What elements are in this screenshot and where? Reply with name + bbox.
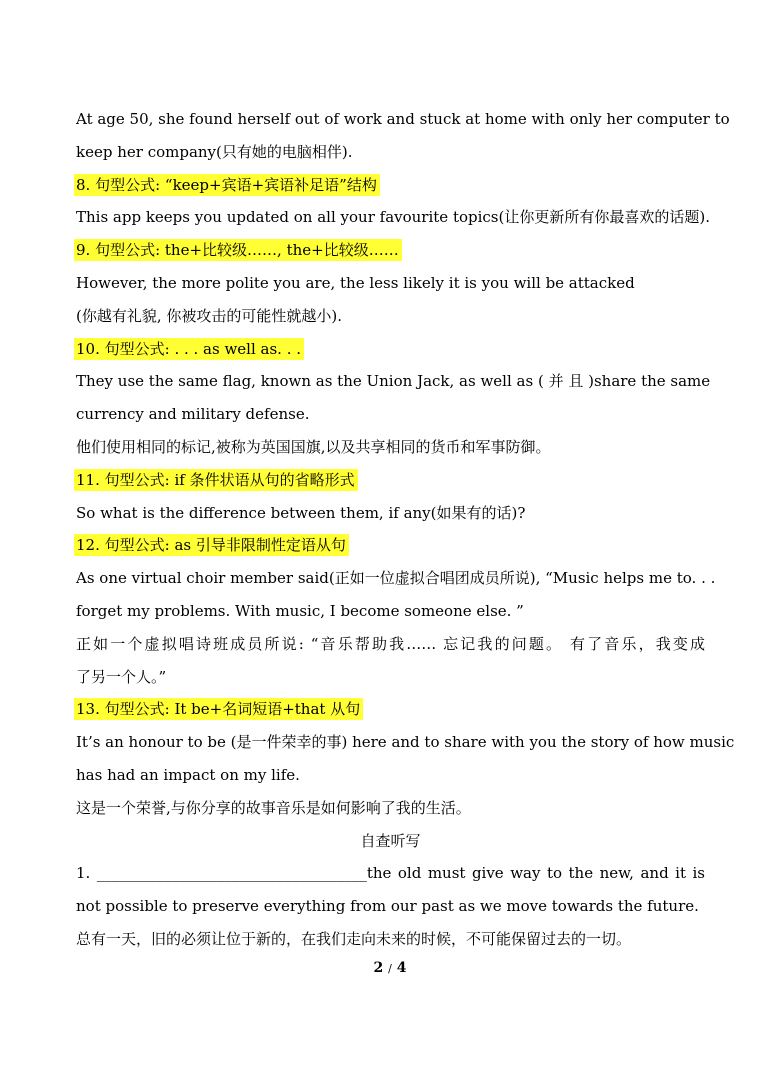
page-separator: /	[388, 962, 392, 975]
text-line: keep her company(只有她的电脑相伴).	[76, 142, 353, 161]
text-line: forget my problems. With music, I become someone else. ”	[76, 601, 524, 620]
page-current: 2	[373, 960, 384, 976]
text-line: not possible to preserve everything from our past as we move towards the future.	[76, 897, 699, 916]
section-title: 自查听写	[360, 831, 421, 850]
text-line: However, the more polite you are, the less likely it is you will be attacked	[76, 273, 635, 292]
text-line: currency and military defense.	[76, 405, 310, 424]
highlighted-heading-text: 9. 句型公式: the+比较级……, the+比较级……	[74, 239, 402, 261]
text-line: At age 50, she found herself out of work and stuck at home with only her computer to	[76, 110, 730, 128]
highlighted-heading-text: 10. 句型公式: . . . as well as. . .	[74, 338, 304, 360]
text-line: has had an impact on my life.	[76, 765, 300, 784]
text-line: 这是一个荣誉,与你分享的故事音乐是如何影响了我的生活。	[76, 798, 471, 817]
text-line: 了另一个人。”	[76, 667, 167, 686]
section-heading	[76, 333, 705, 366]
section-heading	[76, 169, 705, 202]
page-number	[0, 960, 780, 976]
section-heading	[76, 529, 705, 562]
section-heading	[76, 693, 705, 726]
page-total: 4	[396, 960, 407, 976]
section-heading	[76, 234, 705, 267]
highlighted-heading-text: 13. 句型公式: It be+名词短语+that 从句	[74, 698, 363, 720]
text-line: 总有一天，旧的必须让位于新的，在我们走向未来的时候，不可能保留过去的一切。	[76, 929, 632, 948]
highlighted-heading-text: 8. 句型公式: “keep+宾语+宾语补足语”结构	[74, 174, 380, 196]
highlighted-heading-text: 12. 句型公式: as 引导非限制性定语从句	[74, 534, 349, 556]
text-line: 1. ____________________________________the old must give way to the new, and it is	[76, 864, 705, 883]
text-line: As one virtual choir member said(正如一位虚拟合唱团成员所说), “Music helps me to. . .	[76, 569, 716, 588]
highlighted-heading-text: 11. 句型公式: if 条件状语从句的省略形式	[74, 469, 358, 491]
text-line: So what is the difference between them, if any(如果有的话)?	[76, 503, 526, 522]
text-line: 他们使用相同的标记,被称为英国国旗,以及共享相同的货币和军事防御。	[76, 437, 551, 456]
text-line: They use the same flag, known as the Union Jack, as well as ( 并 且 )share the same	[76, 372, 711, 391]
text-line: It’s an honour to be (是一件荣幸的事) here and to share with you the story of how music	[76, 733, 735, 752]
text-line: This app keeps you updated on all your favourite topics(让你更新所有你最喜欢的话题).	[76, 208, 710, 227]
text-line: 正如一个虚拟唱诗班成员所说: “音乐帮助我…… 忘记我的问题。 有了音乐，我变成	[76, 634, 705, 653]
text-line: (你越有礼貌, 你被攻击的可能性就越小).	[76, 306, 343, 325]
section-heading	[76, 464, 705, 497]
page-content	[76, 103, 735, 956]
